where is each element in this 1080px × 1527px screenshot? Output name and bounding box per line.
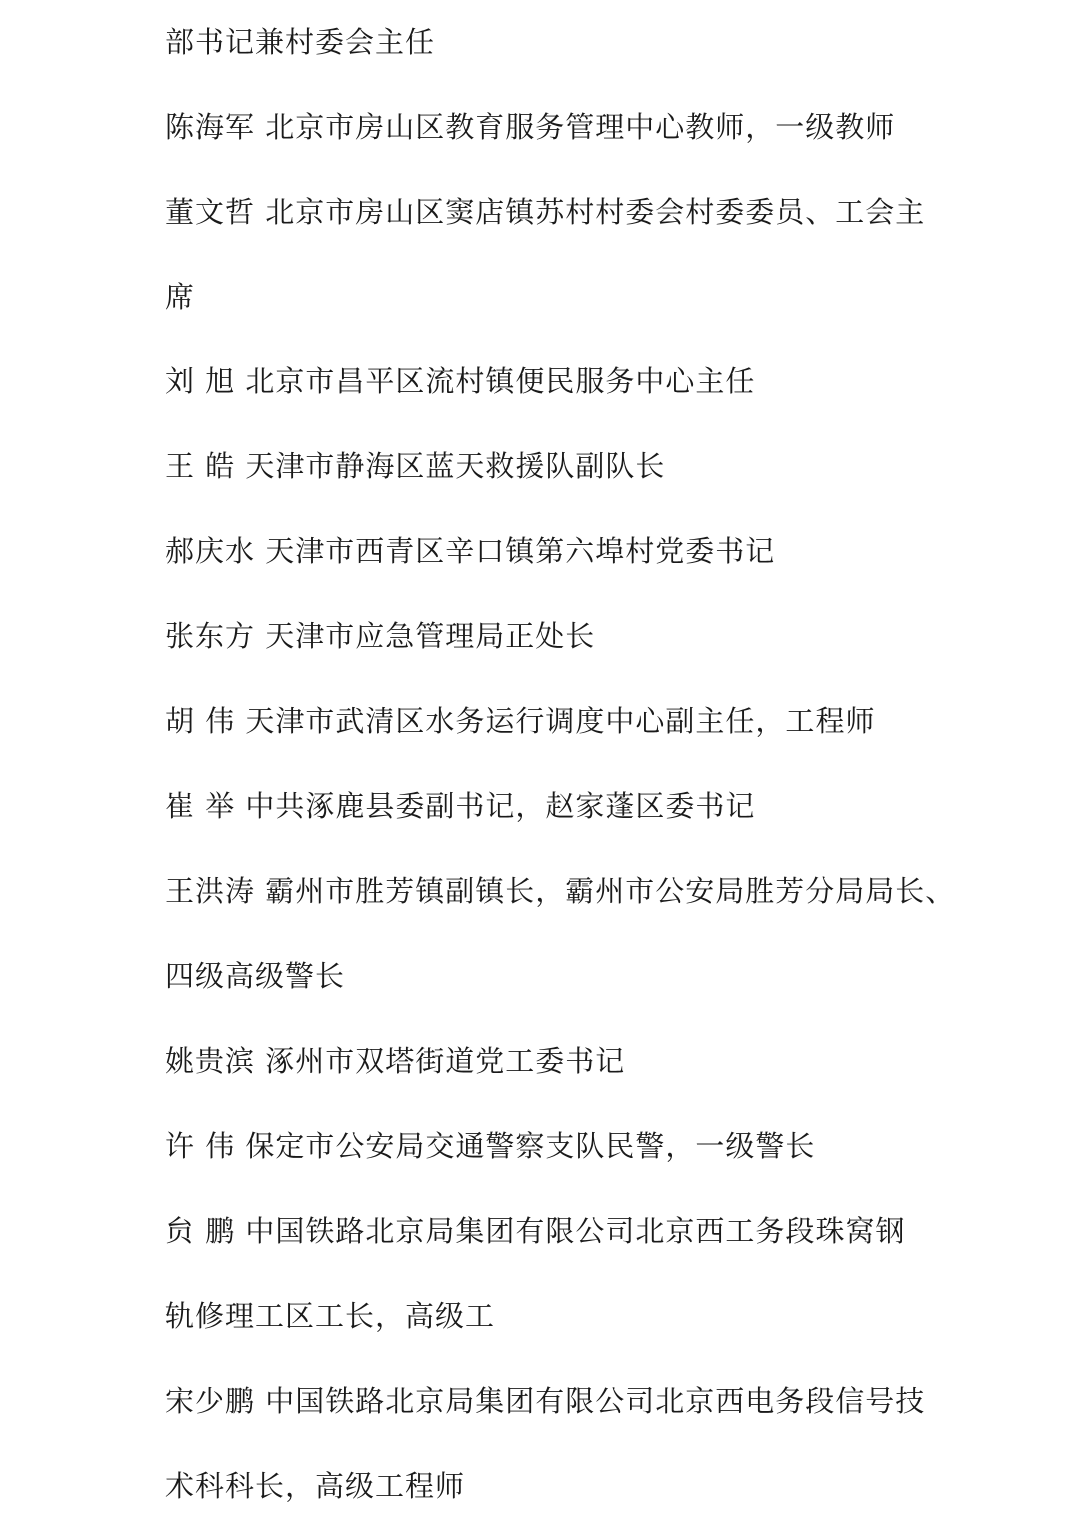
text-line: 宋少鹏 中国铁路北京局集团有限公司北京西电务段信号技 xyxy=(165,1384,926,1418)
text-line: 王 皓 天津市静海区蓝天救援队副队长 xyxy=(165,449,666,483)
text-line: 崔 举 中共涿鹿县委副书记，赵家蓬区委书记 xyxy=(165,789,756,823)
text-line: 贠 鹏 中国铁路北京局集团有限公司北京西工务段珠窝钢 xyxy=(165,1214,906,1248)
text-line: 张东方 天津市应急管理局正处长 xyxy=(165,619,596,653)
text-line: 刘 旭 北京市昌平区流村镇便民服务中心主任 xyxy=(165,364,756,398)
text-line: 郝庆水 天津市西青区辛口镇第六埠村党委书记 xyxy=(165,534,776,568)
text-line: 四级高级警长 xyxy=(165,959,346,993)
text-line: 轨修理工区工长，高级工 xyxy=(165,1299,496,1333)
text-line: 胡 伟 天津市武清区水务运行调度中心副主任，工程师 xyxy=(165,704,876,738)
text-line: 术科科长，高级工程师 xyxy=(165,1469,466,1503)
text-line: 姚贵滨 涿州市双塔街道党工委书记 xyxy=(165,1044,626,1078)
text-line: 陈海军 北京市房山区教育服务管理中心教师，一级教师 xyxy=(165,110,896,144)
text-line: 部书记兼村委会主任 xyxy=(165,25,436,59)
text-line: 席 xyxy=(165,280,196,314)
text-line: 许 伟 保定市公安局交通警察支队民警，一级警长 xyxy=(165,1129,816,1163)
text-line: 董文哲 北京市房山区窦店镇苏村村委会村委委员、工会主 xyxy=(165,195,926,229)
text-line: 王洪涛 霸州市胜芳镇副镇长，霸州市公安局胜芳分局局长、 xyxy=(165,874,956,908)
